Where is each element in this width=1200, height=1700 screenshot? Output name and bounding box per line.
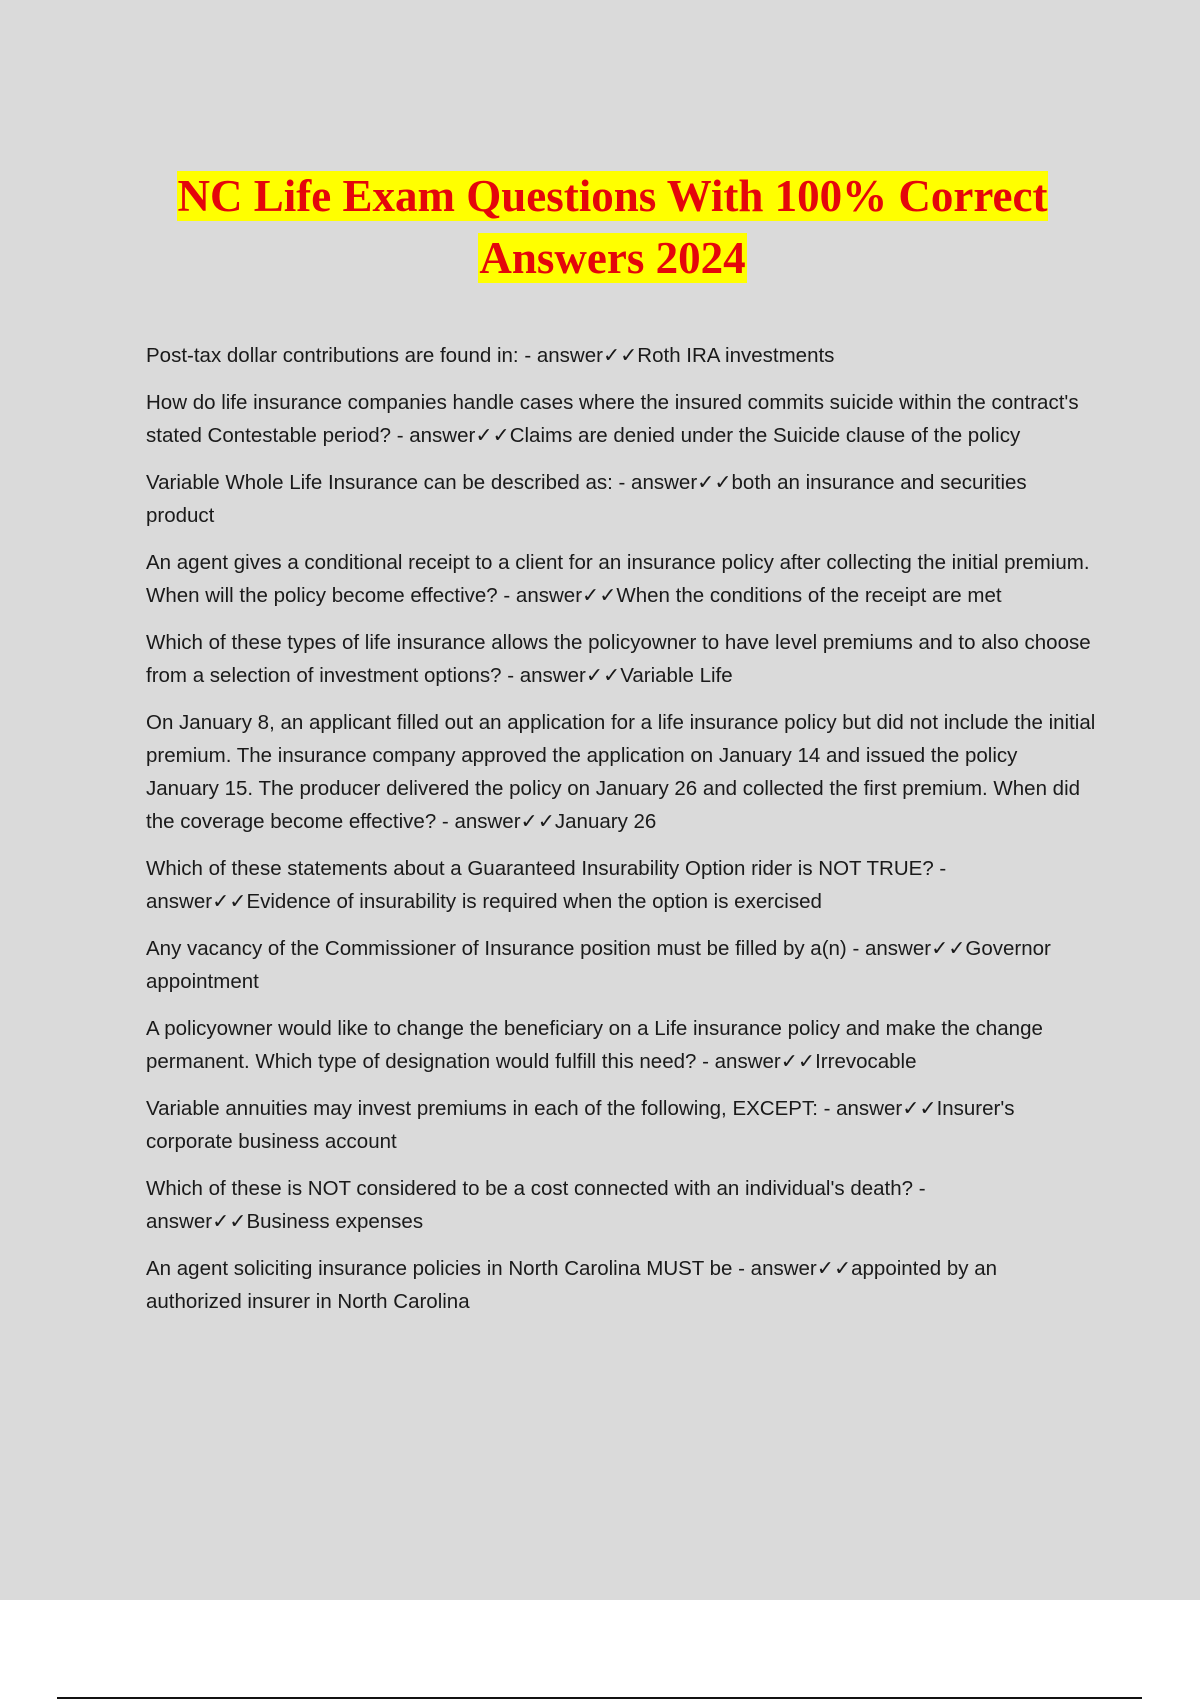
answer-text: Variable Life [620, 664, 733, 687]
check-mark-icon: ✓✓ [520, 810, 555, 833]
qa-item [146, 386, 1096, 452]
qa-item [146, 339, 1096, 372]
answer-text: appointed by an authorized insurer in North Carolina [146, 1257, 998, 1313]
qa-item [146, 1172, 1096, 1238]
qa-list [146, 339, 1096, 1332]
check-mark-icon: ✓✓ [475, 424, 510, 447]
answer-text: Governor appointment [146, 937, 1051, 993]
question-text: Variable Whole Life Insurance can be described as: [146, 471, 613, 494]
answer-text: both an insurance and securities product [146, 471, 1027, 527]
qa-item [146, 1012, 1096, 1078]
answer-text: Roth IRA investments [637, 344, 835, 367]
qa-item [146, 466, 1096, 532]
check-mark-icon: ✓✓ [697, 471, 732, 494]
question-text: Post-tax dollar contributions are found in: [146, 344, 519, 367]
qa-item [146, 546, 1096, 612]
qa-item [146, 626, 1096, 692]
answer-separator: - answer [391, 424, 476, 447]
question-text: Which of these is NOT considered to be a cost connected with an individual's death? [146, 1177, 914, 1200]
answer-separator: - answer [518, 344, 603, 367]
question-text: Which of these statements about a Guaranteed Insurability Option rider is NOT TRUE? [146, 857, 934, 880]
answer-separator: - answer [146, 1177, 926, 1233]
page-footer-area [0, 1600, 1200, 1700]
answer-separator: - answer [846, 937, 932, 960]
question-text: A policyowner would like to change the beneficiary on a Life insurance policy and make the change permanent. Which type of designation would fulfill this need? [146, 1017, 1043, 1073]
answer-text: January 26 [554, 810, 657, 833]
question-text: Any vacancy of the Commissioner of Insurance position must be filled by a(n) [146, 937, 847, 960]
answer-text: Claims are denied under the Suicide clause of the policy [509, 424, 1021, 447]
qa-item [146, 1252, 1096, 1318]
question-text: On January 8, an applicant filled out an application for a life insurance policy but did not include the initial premium. The insurance company approved the application on January 14 and issued the policy January 15. The producer delivered the policy on January 26 and collected the first premium. When did the coverage become effective? [146, 711, 1096, 833]
check-mark-icon: ✓✓ [780, 1050, 816, 1073]
check-mark-icon: ✓✓ [602, 344, 638, 367]
check-mark-icon: ✓✓ [212, 1210, 247, 1233]
check-mark-icon: ✓✓ [212, 890, 247, 913]
question-text: Variable annuities may invest premiums in each of the following, EXCEPT: [146, 1097, 818, 1120]
check-mark-icon: ✓✓ [582, 584, 617, 607]
answer-separator: - answer [146, 857, 947, 913]
check-mark-icon: ✓✓ [931, 937, 966, 960]
answer-separator: - answer [696, 1050, 781, 1073]
document-title-text: NC Life Exam Questions With 100% Correct Answers 2024 [177, 171, 1048, 283]
qa-item [146, 706, 1096, 838]
answer-separator: - answer [497, 584, 583, 607]
question-text: An agent gives a conditional receipt to a client for an insurance policy after collecting the initial premium. When will the policy become effective? [146, 551, 1090, 607]
answer-separator: - answer [501, 664, 586, 687]
question-text: Which of these types of life insurance allows the policyowner to have level premiums and to also choose from a selection of investment options? [146, 631, 1091, 687]
answer-separator: - answer [817, 1097, 903, 1120]
answer-text: Insurer's corporate business account [146, 1097, 1015, 1153]
check-mark-icon: ✓✓ [585, 664, 621, 687]
footer-rule [57, 1697, 1142, 1699]
question-text: An agent soliciting insurance policies in North Carolina MUST be [146, 1257, 733, 1280]
check-mark-icon: ✓✓ [816, 1257, 852, 1280]
answer-separator: - answer [436, 810, 521, 833]
qa-item [146, 1092, 1096, 1158]
document-title [140, 165, 1085, 289]
answer-text: When the conditions of the receipt are met [616, 584, 1002, 607]
answer-text: Evidence of insurability is required when the option is exercised [246, 890, 822, 913]
answer-text: Business expenses [246, 1210, 424, 1233]
qa-item [146, 852, 1096, 918]
qa-item [146, 932, 1096, 998]
check-mark-icon: ✓✓ [902, 1097, 937, 1120]
answer-separator: - answer [732, 1257, 817, 1280]
answer-separator: - answer [612, 471, 698, 494]
answer-text: Irrevocable [815, 1050, 917, 1073]
question-text: How do life insurance companies handle cases where the insured commits suicide within the contract's stated Contestable period? [146, 391, 1079, 447]
